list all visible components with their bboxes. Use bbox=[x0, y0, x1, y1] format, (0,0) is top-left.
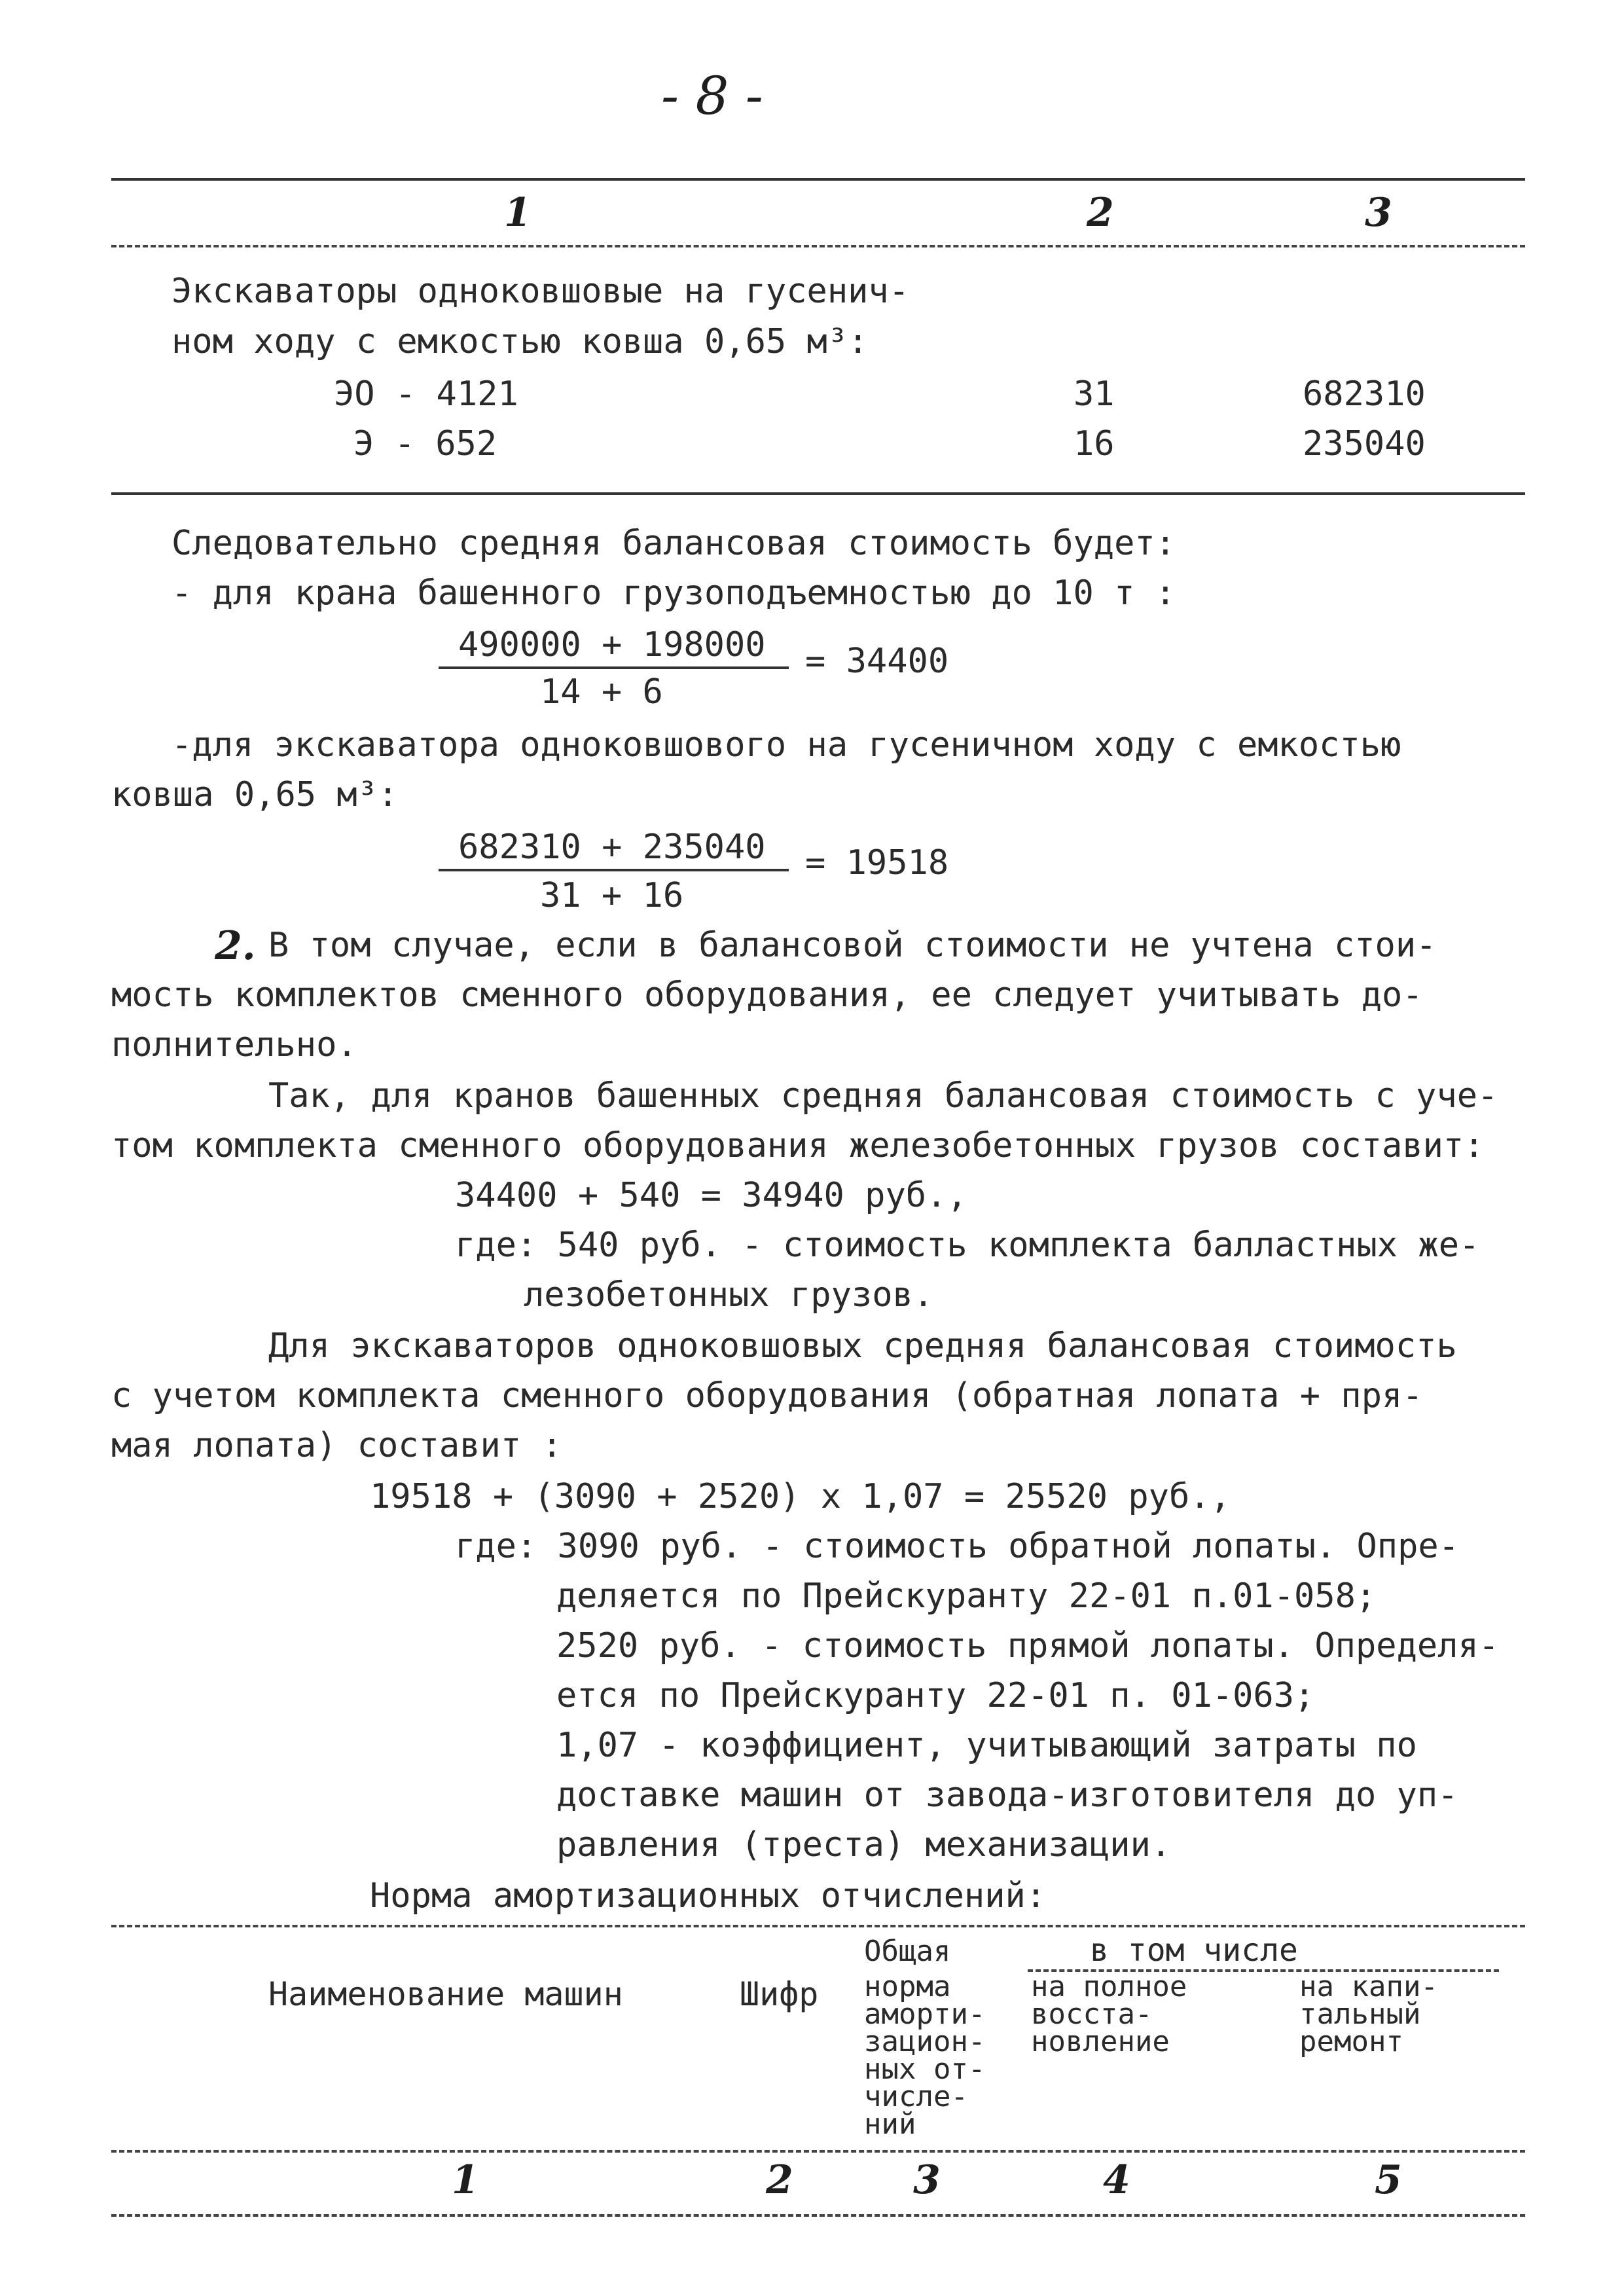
column-number-1: 1 bbox=[452, 2157, 479, 2203]
header-line: ний bbox=[864, 2107, 916, 2141]
header-line: на капи- bbox=[1299, 1970, 1438, 2003]
paragraph-line: ется по Прейскуранту 22-01 п. 01-063; bbox=[556, 1676, 1315, 1715]
column-header-machine-name: Наименование машин bbox=[268, 1975, 623, 2013]
paragraph-line: -для экскаватора одноковшового на гусеничном ходу с емкостью bbox=[171, 725, 1401, 765]
column-header-1: 1 bbox=[504, 190, 532, 236]
fraction-bar bbox=[439, 869, 789, 871]
paragraph-line: 2520 руб. - стоимость прямой лопаты. Определя- bbox=[556, 1626, 1500, 1666]
column-header-3: 3 bbox=[1365, 190, 1392, 236]
column-group-header: в том числе bbox=[1090, 1932, 1298, 1969]
paragraph-number: 2. bbox=[215, 923, 256, 969]
paragraph-line: доставке машин от завода-изготовителя до уп- bbox=[556, 1776, 1458, 1815]
paragraph-line: 19518 + (3090 + 2520) х 1,07 = 25520 руб., bbox=[370, 1477, 1231, 1516]
table-top-rule bbox=[111, 178, 1525, 181]
paragraph-line: с учетом комплекта сменного оборудования (обратная лопата + пря- bbox=[111, 1376, 1423, 1415]
paragraph-line: В том случае, если в балансовой стоимости не учтена стои- bbox=[268, 926, 1437, 965]
paragraph-line: ковша 0,65 м³: bbox=[111, 775, 399, 814]
header-line: тальный bbox=[1299, 1997, 1421, 2031]
paragraph-line: лезобетонных грузов. bbox=[524, 1275, 934, 1315]
group-title-line-2: ном ходу с емкостью ковша 0,65 м³: bbox=[171, 322, 869, 361]
table-row-count: 16 bbox=[1074, 424, 1115, 464]
column-header-2: 2 bbox=[1087, 190, 1114, 236]
header-line: норма bbox=[864, 1970, 951, 2003]
header-line: новление bbox=[1031, 2025, 1170, 2058]
paragraph-line: том комплекта сменного оборудования железобетонных грузов составит: bbox=[111, 1126, 1485, 1165]
paragraph-line: Так, для кранов башенных средняя балансовая стоимость с уче- bbox=[268, 1076, 1498, 1116]
page-number: - 8 - bbox=[661, 65, 763, 126]
header-line: восста- bbox=[1031, 1997, 1153, 2031]
paragraph-line: мая лопата) составит : bbox=[111, 1426, 562, 1465]
header-line: числе- bbox=[864, 2080, 968, 2113]
fraction-result: = 19518 bbox=[805, 843, 949, 883]
column-number-5: 5 bbox=[1375, 2157, 1402, 2203]
paragraph-line: Норма амортизационных отчислений: bbox=[370, 1876, 1047, 1916]
paragraph-line: Для экскаваторов одноковшовых средняя балансовая стоимость bbox=[268, 1326, 1457, 1366]
paragraph-line: где: 3090 руб. - стоимость обратной лопаты. Опре- bbox=[455, 1527, 1460, 1566]
paragraph-line: мость комплектов сменного оборудования, ее следует учитывать до- bbox=[111, 975, 1423, 1015]
table-bottom-rule bbox=[111, 492, 1525, 495]
table-row-name: ЭО - 4121 bbox=[334, 374, 518, 414]
column-number-2: 2 bbox=[766, 2157, 793, 2203]
header-line: ных от- bbox=[864, 2052, 986, 2086]
paragraph-line: деляется по Прейскуранту 22-01 п.01-058; bbox=[556, 1576, 1377, 1616]
table-row-cost: 235040 bbox=[1303, 424, 1426, 464]
table-row-name: Э - 652 bbox=[353, 424, 497, 464]
table-row-count: 31 bbox=[1074, 374, 1115, 414]
paragraph-line: 1,07 - коэффициент, учитывающий затраты по bbox=[556, 1726, 1417, 1765]
fraction-denominator: 14 + 6 bbox=[540, 672, 663, 712]
column-number-4: 4 bbox=[1103, 2157, 1130, 2203]
table-header-rule bbox=[111, 245, 1525, 247]
paragraph-line: полнительно. bbox=[111, 1025, 357, 1065]
table-header-rule bbox=[111, 2150, 1525, 2153]
fraction-numerator: 490000 + 198000 bbox=[458, 625, 766, 665]
header-line: на полное bbox=[1031, 1970, 1187, 2003]
paragraph-line: - для крана башенного грузоподъемностью до 10 т : bbox=[171, 574, 1176, 613]
paragraph-line: где: 540 руб. - стоимость комплекта балластных же- bbox=[455, 1226, 1480, 1265]
column-number-3: 3 bbox=[913, 2157, 941, 2203]
table-top-rule bbox=[111, 1925, 1525, 1927]
column-header-code: Шифр bbox=[740, 1975, 819, 2013]
fraction-bar bbox=[439, 666, 789, 669]
header-line: Общая bbox=[864, 1935, 951, 1968]
header-line: аморти- bbox=[864, 1997, 986, 2031]
fraction-denominator: 31 + 16 bbox=[540, 876, 684, 915]
header-line: ремонт bbox=[1299, 2025, 1403, 2058]
paragraph-line: 34400 + 540 = 34940 руб., bbox=[455, 1176, 967, 1215]
header-line: зацион- bbox=[864, 2025, 986, 2058]
table-number-rule bbox=[111, 2214, 1525, 2217]
paragraph-line: Следовательно средняя балансовая стоимость будет: bbox=[171, 524, 1176, 563]
group-title-line-1: Экскаваторы одноковшовые на гусенич- bbox=[171, 272, 910, 311]
table-row-cost: 682310 bbox=[1303, 374, 1426, 414]
fraction-numerator: 682310 + 235040 bbox=[458, 828, 766, 867]
paragraph-line: равления (треста) механизации. bbox=[556, 1825, 1172, 1865]
fraction-result: = 34400 bbox=[805, 642, 949, 681]
